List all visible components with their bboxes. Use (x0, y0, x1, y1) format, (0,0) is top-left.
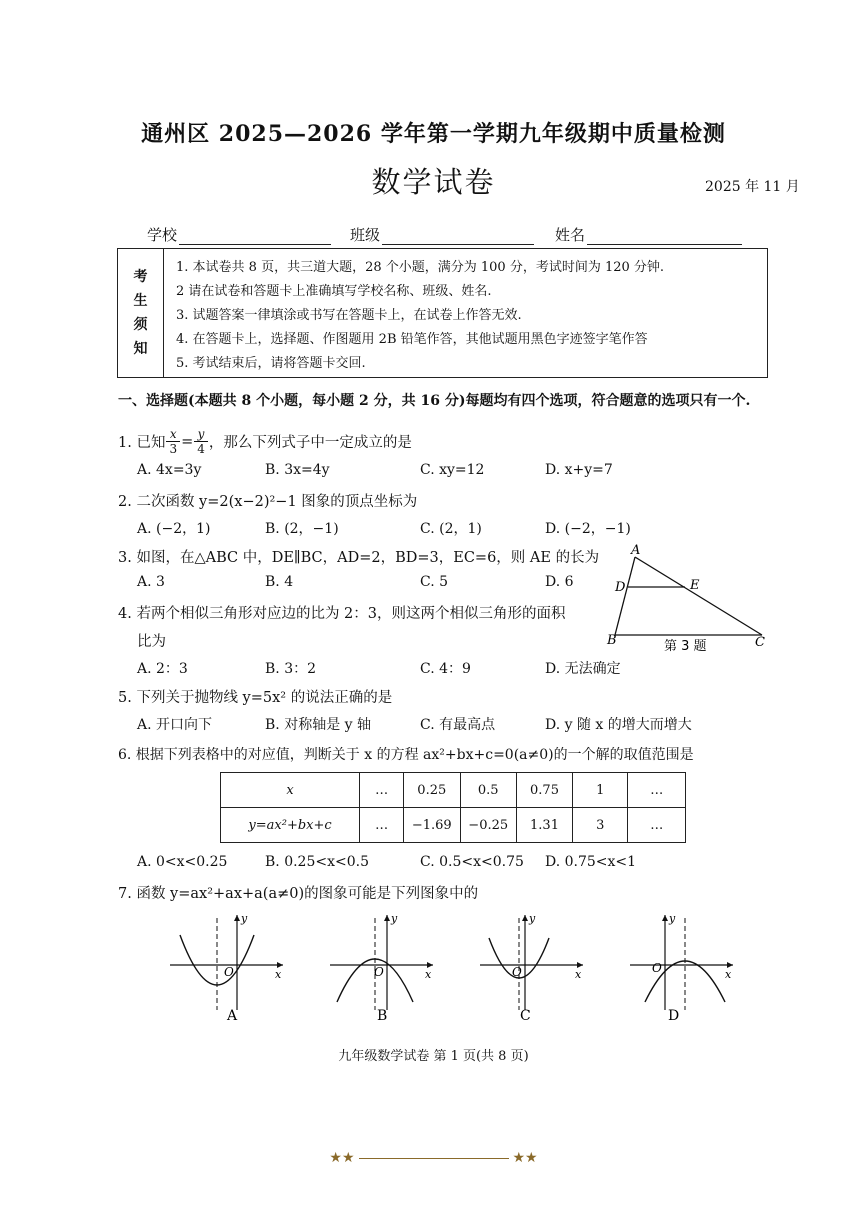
question-5: 5. 下列关于抛物线 y=5x² 的说法正确的是 (118, 690, 393, 706)
point-a-label: A (631, 543, 641, 558)
graph-b-label: B (377, 1008, 388, 1024)
graph-c-x-label: x (575, 968, 582, 981)
graph-d-x-label: x (725, 968, 732, 981)
point-b-label: B (607, 633, 617, 648)
table-row (221, 773, 686, 808)
decorative-divider (0, 1150, 867, 1166)
graph-a-label: A (227, 1008, 238, 1024)
q2-option-a: A. (−2，1) (137, 521, 211, 537)
q5-option-d: D. y 随 x 的增大而增大 (545, 717, 692, 733)
table-cell: 0.75 (516, 773, 572, 808)
graph-b-origin: O (374, 965, 384, 979)
exam-title: 通州区 2025—2026 学年第一学期九年级期中质量检测 (141, 121, 726, 147)
q5-option-a: A. 开口向下 (137, 717, 213, 733)
graph-b-y-label: y (391, 912, 398, 925)
notice-box (117, 248, 768, 378)
table-cell: … (628, 808, 686, 843)
fraction-y-over-4: $\frac{y}{4}$ (194, 427, 208, 456)
graph-b (325, 910, 450, 1025)
notice-item: 3. 试题答案一律填涂或书写在答题卡上，在试卷上作答无效. (176, 308, 522, 323)
page-footer: 九年级数学试卷 第 1 页(共 8 页) (338, 1049, 529, 1064)
q6-option-c: C. 0.5<x<0.75 (420, 854, 524, 870)
question-4-cont: 比为 (137, 634, 166, 650)
q4-option-a: A. 2：3 (137, 661, 188, 677)
graph-a-origin: O (224, 965, 234, 979)
graph-c (475, 910, 600, 1025)
class-label: 班级 (350, 226, 381, 244)
q3-option-b: B. 4 (265, 574, 294, 590)
star-icon: ★★ (329, 1150, 355, 1166)
q4-option-b: B. 3：2 (265, 661, 317, 677)
table-cell: … (628, 773, 686, 808)
question-7: 7. 函数 y=ax²+ax+a(a≠0)的图象可能是下列图象中的 (118, 886, 479, 902)
exam-subtitle: 数学试卷 (371, 165, 496, 199)
q6-option-b: B. 0.25<x<0.5 (265, 854, 369, 870)
school-field (147, 224, 331, 245)
graph-d (625, 910, 750, 1025)
question-4: 4. 若两个相似三角形对应边的比为 2：3，则这两个相似三角形的面积 (118, 606, 566, 622)
graph-a-x-label: x (275, 968, 282, 981)
table-cell: … (360, 773, 404, 808)
point-c-label: C (755, 635, 765, 650)
fraction-x-over-3: $\frac{x}{3}$ (166, 427, 180, 456)
section-heading: 一、选择题(本题共 8 个小题，每小题 2 分，共 16 分)每题均有四个选项，符合题意的选项只有一个. (118, 393, 751, 409)
table-cell: x (221, 773, 360, 808)
q5-option-c: C. 有最高点 (420, 717, 496, 733)
q1-option-a: A. 4x=3y (137, 462, 202, 478)
table-cell: 0.25 (404, 773, 460, 808)
q6-option-a: A. 0<x<0.25 (137, 854, 228, 870)
q1-option-d: D. x+y=7 (545, 462, 613, 478)
question-1: 1. 已知 $\frac{x}{3}$ = $\frac{y}{4}$ ，那么下列式子中一定成立的是 (118, 427, 412, 456)
notice-item: 4. 在答题卡上，选择题、作图题用 2B 铅笔作答，其他试题用黑色字迹签字笔作答 (176, 332, 648, 347)
school-blank (179, 230, 331, 245)
notice-item: 2 请在试卷和答题卡上准确填写学校名称、班级、姓名. (176, 284, 492, 299)
star-icon: ★★ (512, 1150, 538, 1166)
table-cell: 1 (573, 773, 628, 808)
graph-d-y-label: y (669, 912, 676, 925)
question-3: 3. 如图，在△ABC 中，DE∥BC，AD=2，BD=3，EC=6，则 AE 的长为 (118, 550, 600, 566)
graph-d-origin: O (652, 961, 662, 975)
figure-caption: 第 3 题 (664, 639, 707, 654)
table-cell: 3 (573, 808, 628, 843)
point-d-label: D (615, 580, 626, 595)
divider-line (359, 1158, 509, 1159)
point-e-label: E (690, 578, 700, 593)
q1-option-c: C. xy=12 (420, 462, 485, 478)
notice-heading: 考 生 须 知 (118, 249, 164, 377)
graph-c-y-label: y (529, 912, 536, 925)
question-6: 6. 根据下列表格中的对应值，判断关于 x 的方程 ax²+bx+c=0(a≠0)的一个解的取值范围是 (118, 747, 694, 763)
table-cell: −1.69 (404, 808, 460, 843)
graph-a (165, 910, 290, 1025)
q5-option-b: B. 对称轴是 y 轴 (265, 717, 371, 733)
question-2: 2. 二次函数 y=2(x−2)²−1 图象的顶点坐标为 (118, 494, 418, 510)
q2-option-d: D. (−2，−1) (545, 521, 631, 537)
name-field (555, 224, 742, 245)
graph-c-label: C (520, 1008, 531, 1024)
table-cell: y=ax²+bx+c (221, 808, 360, 843)
table-cell: −0.25 (460, 808, 516, 843)
notice-list (176, 256, 664, 376)
q4-option-c: C. 4：9 (420, 661, 471, 677)
q2-option-c: C. (2，1) (420, 521, 482, 537)
table-row (221, 808, 686, 843)
graph-d-label: D (668, 1008, 680, 1024)
school-label: 学校 (147, 226, 178, 244)
table-cell: 0.5 (460, 773, 516, 808)
q2-option-b: B. (2，−1) (265, 521, 339, 537)
q3-option-d: D. 6 (545, 574, 574, 590)
class-blank (382, 230, 534, 245)
graph-c-origin: O (512, 965, 522, 979)
q4-option-d: D. 无法确定 (545, 661, 621, 677)
class-field (350, 224, 534, 245)
value-table (220, 772, 686, 843)
q1-option-b: B. 3x=4y (265, 462, 330, 478)
triangle-figure (600, 540, 775, 660)
notice-item: 5. 考试结束后，请将答题卡交回. (176, 356, 366, 371)
notice-item: 1. 本试卷共 8 页，共三道大题，28 个小题，满分为 100 分，考试时间为 120 分钟. (176, 260, 665, 275)
table-cell: 1.31 (516, 808, 572, 843)
name-label: 姓名 (555, 226, 586, 244)
graph-a-y-label: y (241, 912, 248, 925)
name-blank (587, 230, 742, 245)
q6-option-d: D. 0.75<x<1 (545, 854, 637, 870)
graph-b-x-label: x (425, 968, 432, 981)
table-cell: … (360, 808, 404, 843)
exam-date: 2025 年 11 月 (705, 179, 800, 195)
q3-option-c: C. 5 (420, 574, 449, 590)
q3-option-a: A. 3 (137, 574, 165, 590)
